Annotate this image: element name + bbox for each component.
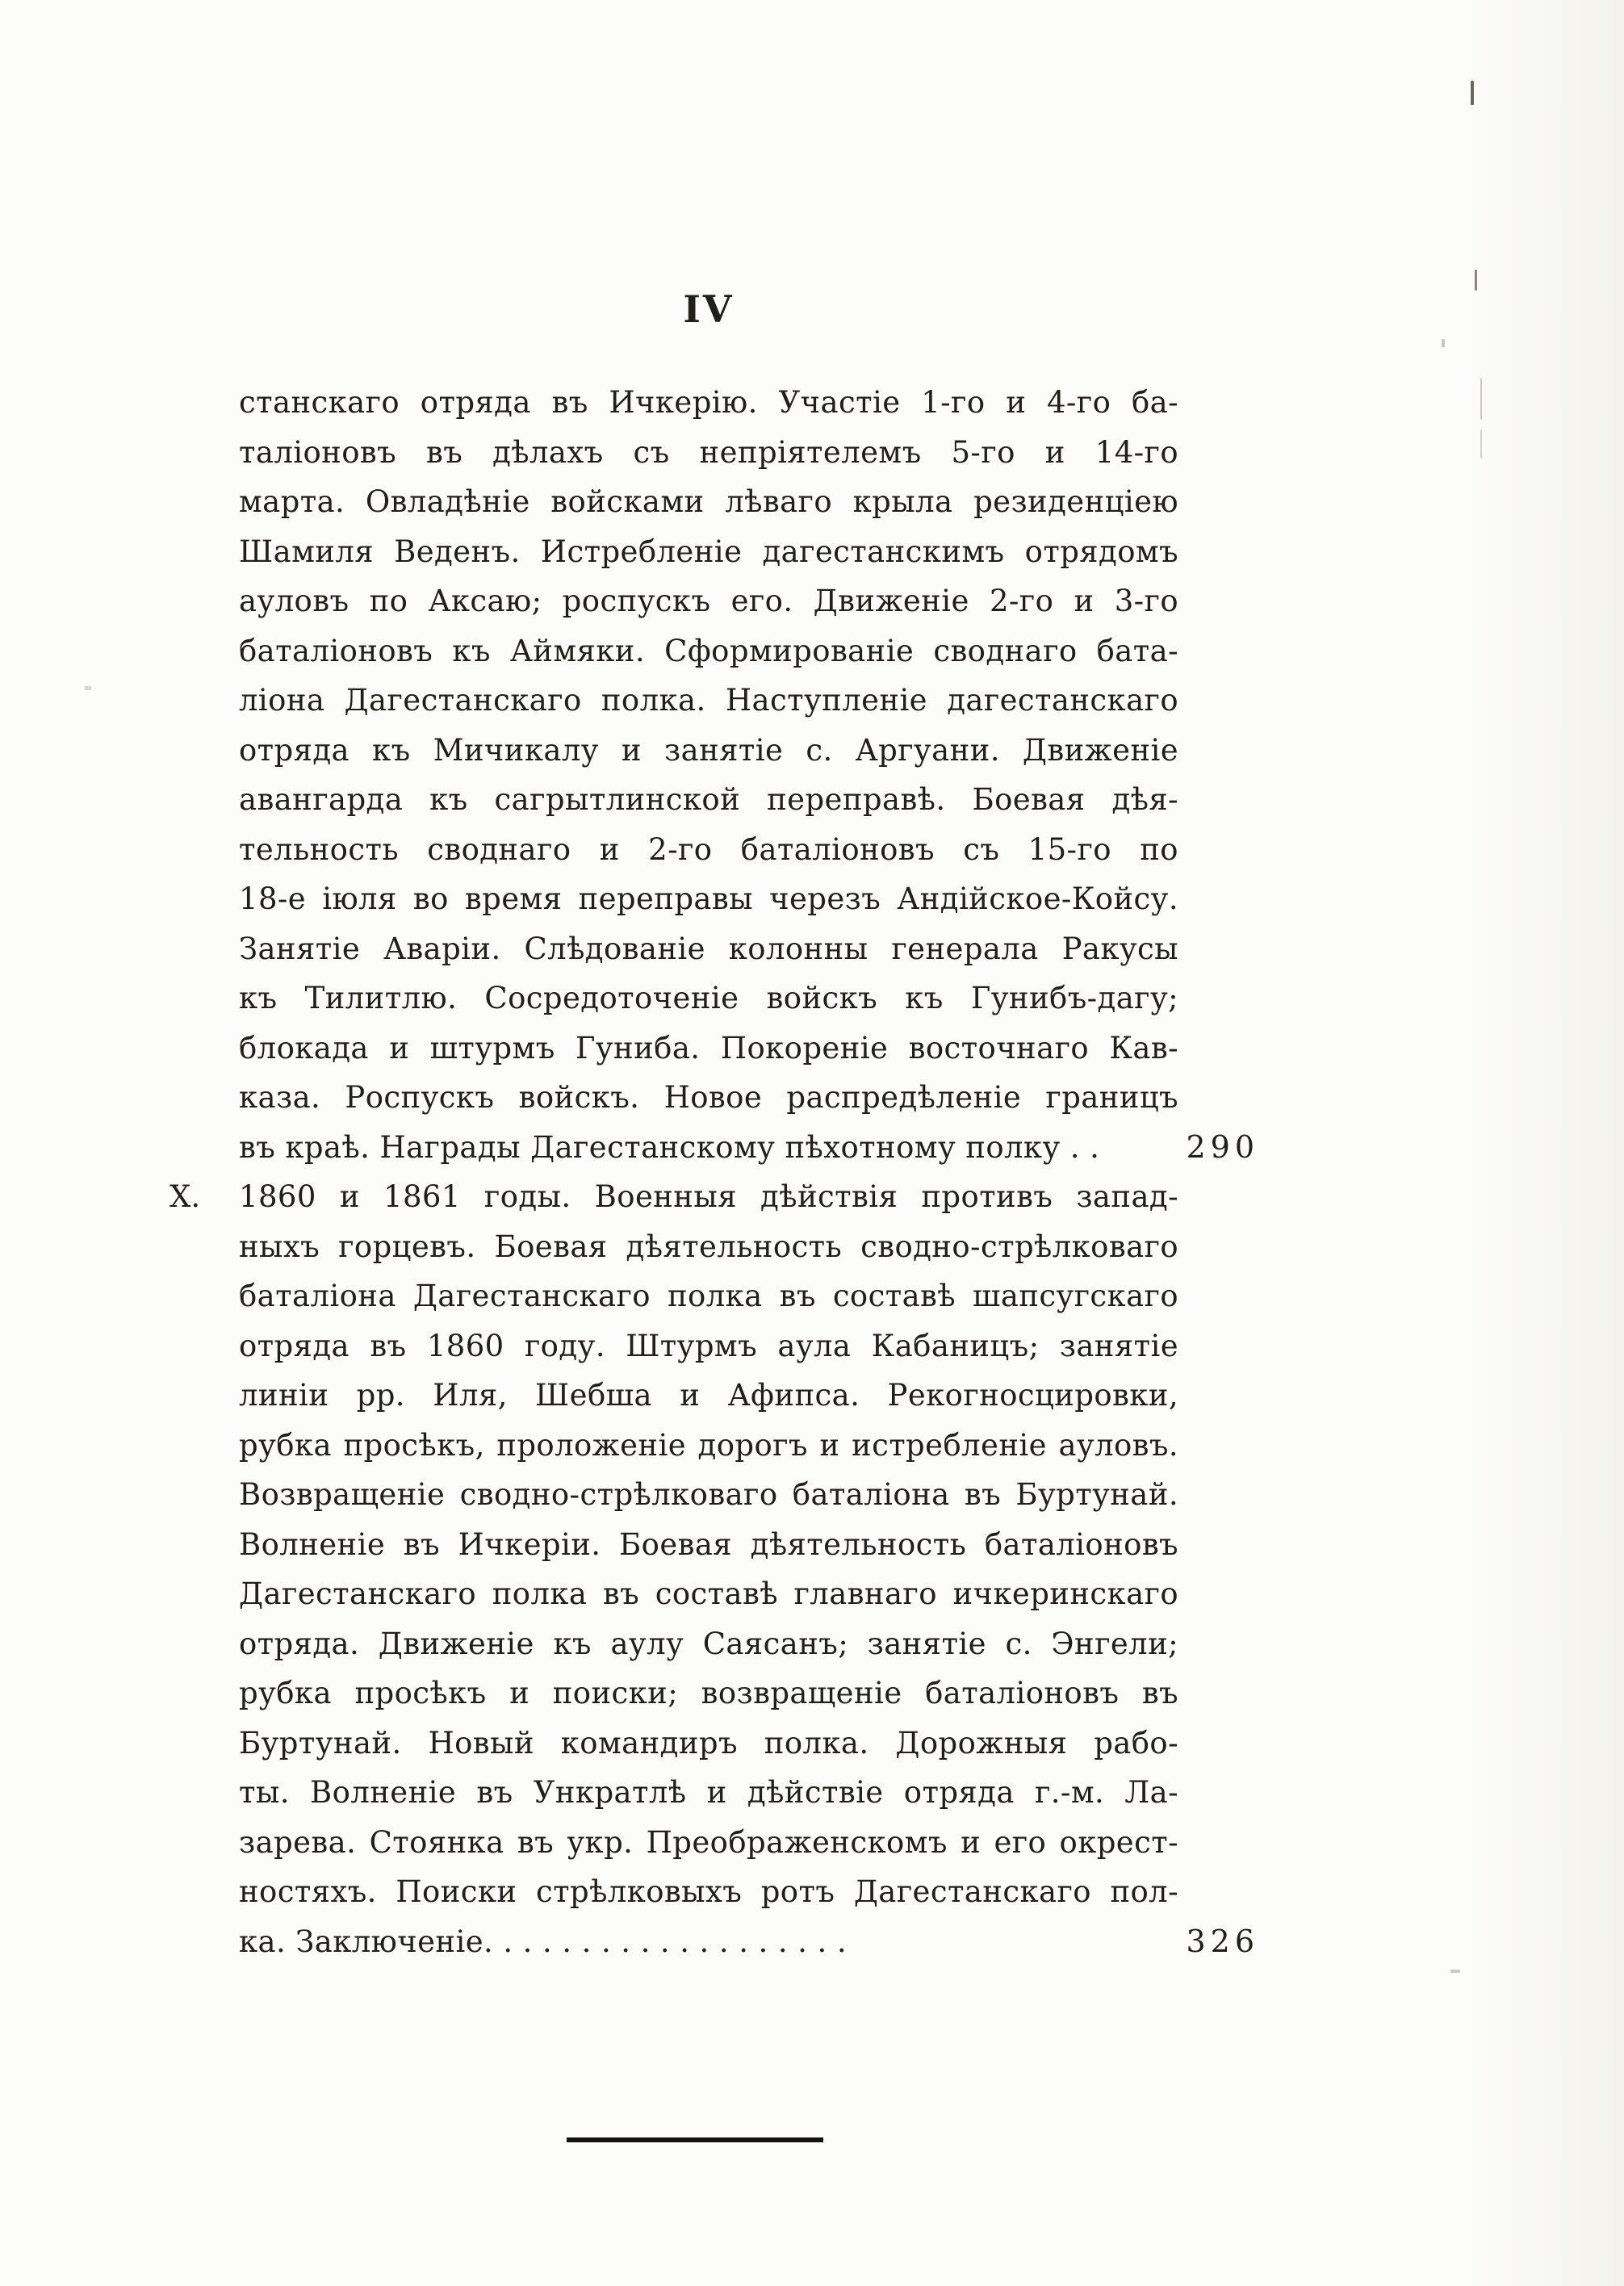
scan-artifact (1480, 429, 1482, 458)
toc-line: ностяхъ. Поиски стрѣлковыхъ ротъ Дагестанскаго пол- (239, 1874, 1178, 1909)
toc-line: каза. Роспускъ войскъ. Новое распредѣленіе границъ (239, 1080, 1178, 1115)
toc-entry-x (170, 1172, 1259, 1966)
toc-line: ліона Дагестанскаго полка. Наступленіе дагестанскаго (239, 683, 1178, 718)
toc-line: отряда. Движеніе къ аулу Саясанъ; занятіе с. Энгели; (239, 1626, 1178, 1661)
toc-line: ауловъ по Аксаю; роспускъ его. Движеніе 2-го и 3-го (239, 584, 1178, 618)
toc-line: къ Тилитлю. Сосредоточеніе войскъ къ Гунибъ-дагу; (239, 981, 1178, 1015)
toc-line: авангарда къ сагрытлинской переправѣ. Боевая дѣя- (239, 782, 1178, 817)
toc-line: марта. Овладѣніе войсками лѣваго крыла резиденціею (239, 484, 1178, 519)
page-reference: 326 (1186, 1923, 1259, 1959)
table-of-contents (170, 378, 1259, 1966)
toc-line: зарева. Стоянка въ укр. Преображенскомъ и его окрест- (239, 1824, 1178, 1860)
toc-line: таліоновъ въ дѣлахъ съ непріятелемъ 5-го и 14-го (239, 434, 1178, 470)
toc-line: тельность своднаго и 2-го баталіоновъ съ 15-го по (239, 831, 1178, 867)
scan-artifact (1450, 1970, 1460, 1973)
toc-line: Занятіе Аваріи. Слѣдованіе колонны генерала Ракусы (239, 931, 1178, 966)
scan-artifact (85, 686, 91, 690)
toc-line: отряда къ Мичикалу и занятіе с. Аргуани. Движеніе (239, 732, 1178, 768)
scan-artifact (1442, 339, 1445, 347)
toc-line-with-pageref (239, 1123, 1259, 1173)
toc-line: 18-е іюля во время переправы черезъ Андійское-Койсу. (239, 881, 1178, 916)
toc-line: линіи рр. Иля, Шебша и Афипса. Рекогносцировки, (239, 1378, 1178, 1413)
toc-line-text: въ краѣ. Награды Дагестанскому пѣхотному полку . . (239, 1129, 1100, 1165)
scan-artifact (1480, 378, 1482, 420)
toc-line: баталіоновъ къ Аймяки. Сформированіе своднаго бата- (239, 633, 1178, 668)
page-number-header: IV (683, 287, 735, 331)
toc-entry-numeral: X. (170, 1179, 201, 1214)
toc-line-with-pageref (239, 1917, 1259, 1967)
toc-line: рубка просѣкъ и поиски; возвращеніе баталіоновъ въ (239, 1676, 1178, 1710)
toc-line: Шамиля Веденъ. Истребленіе дагестанскимъ отрядомъ (239, 534, 1178, 569)
toc-line: Буртунай. Новый командиръ полка. Дорожныя рабо- (239, 1725, 1178, 1761)
section-divider (567, 2137, 823, 2142)
toc-line: Волненіе въ Ичкеріи. Боевая дѣятельность баталіоновъ (239, 1526, 1178, 1562)
toc-line: блокада и штурмъ Гуниба. Покореніе восточнаго Кав- (239, 1030, 1178, 1066)
toc-entry-continuation (239, 378, 1259, 1172)
toc-line: ныхъ горцевъ. Боевая дѣятельность сводно-стрѣлковаго (239, 1229, 1178, 1264)
toc-line: ты. Волненіе въ Ункратлѣ и дѣйствіе отряда г.-м. Ла- (239, 1775, 1178, 1810)
toc-line: Возвращеніе сводно-стрѣлковаго баталіона въ Буртунай. (239, 1477, 1178, 1512)
scan-artifact (1475, 270, 1477, 291)
page-reference: 290 (1186, 1128, 1259, 1165)
toc-line-text: ка. Заключеніе. . . . . . . . . . . . . . . . . . . (239, 1924, 847, 1959)
toc-line: отряда въ 1860 году. Штурмъ аула Кабаницъ; занятіе (239, 1328, 1178, 1363)
toc-line: Дагестанскаго полка въ составѣ главнаго ичкеринскаго (239, 1576, 1178, 1611)
toc-line: станскаго отряда въ Ичкерію. Участіе 1-го и 4-го ба- (239, 385, 1178, 420)
scan-artifact (1471, 81, 1474, 105)
toc-line: 1860 и 1861 годы. Военныя дѣйствія противъ запад- (239, 1179, 1178, 1214)
toc-line: баталіона Дагестанскаго полка въ составѣ шапсугскаго (239, 1279, 1178, 1313)
toc-line: рубка просѣкъ, проложеніе дорогъ и истребленіе ауловъ. (239, 1427, 1178, 1463)
